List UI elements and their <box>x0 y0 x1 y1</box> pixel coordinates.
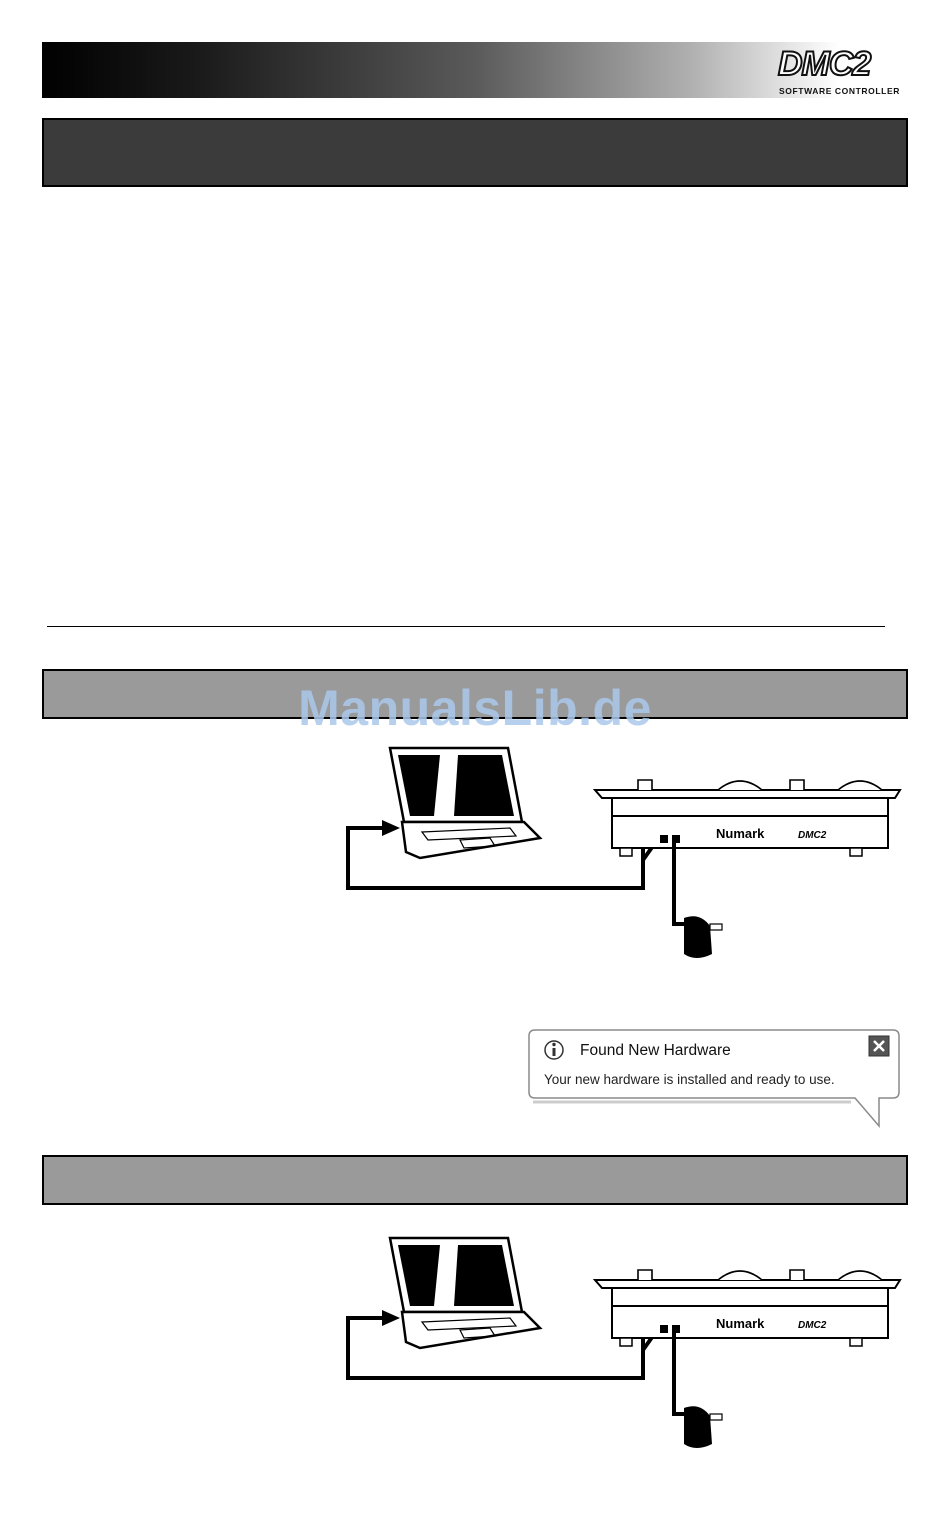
dmc2-controller-illustration <box>595 780 900 856</box>
connection-diagram-1 <box>340 740 905 970</box>
power-adapter <box>674 842 722 958</box>
dmc2-label: DMC2 <box>798 1320 827 1331</box>
laptop-illustration <box>390 1238 540 1348</box>
section-header-dark <box>42 118 908 187</box>
dmc2-controller-illustration <box>595 1270 900 1346</box>
info-icon <box>545 1041 563 1059</box>
balloon-message: Your new hardware is installed and ready to use. <box>544 1072 835 1087</box>
laptop-illustration <box>390 748 540 858</box>
dmc2-label: DMC2 <box>798 830 827 841</box>
power-adapter <box>674 1332 722 1448</box>
logo-subtitle: SOFTWARE CONTROLLER <box>779 86 900 96</box>
section-header-connection-2 <box>42 1155 908 1205</box>
close-icon[interactable] <box>869 1036 889 1056</box>
connection-diagram-2 <box>340 1230 905 1460</box>
numark-label: Numark <box>716 826 765 841</box>
balloon-title: Found New Hardware <box>580 1042 731 1059</box>
dmc2-logo <box>776 46 908 100</box>
numark-label: Numark <box>716 1316 765 1331</box>
logo-text: DMC2 <box>778 45 871 83</box>
divider-line <box>47 626 885 627</box>
watermark: ManualsLib.de <box>298 680 652 736</box>
